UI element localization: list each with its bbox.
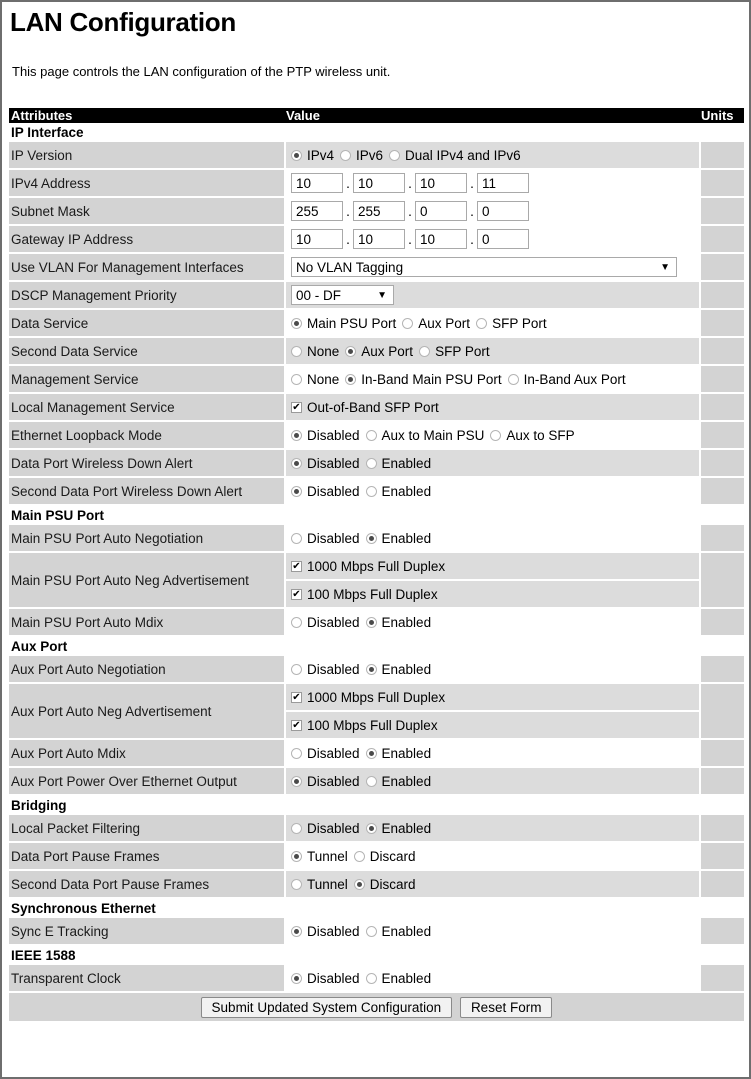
label-second-data-pause: Second Data Port Pause Frames [9,871,284,899]
label-mgmt-service: Management Service [9,366,284,394]
label-sync-e: Sync E Tracking [9,918,284,946]
row-aux-auto-neg-adv [9,684,744,740]
radio-discard[interactable]: Discard [354,849,416,864]
row-transparent-clock [9,965,744,993]
label-transparent-clock: Transparent Clock [9,965,284,993]
row-aux-auto-mdix [9,740,744,768]
header-attributes: Attributes [9,108,284,123]
radio-none[interactable]: None [291,372,339,387]
label-gateway: Gateway IP Address [9,226,284,254]
label-main-auto-mdix: Main PSU Port Auto Mdix [9,609,284,637]
gateway-octet-2[interactable]: 10 [353,229,405,249]
check-icon: ✔ [292,719,301,731]
subnet-octet-3[interactable]: 0 [415,201,467,221]
row-data-service [9,310,744,338]
radio-enabled[interactable]: Enabled [366,971,432,986]
gateway-octet-3[interactable]: 10 [415,229,467,249]
radio-enabled[interactable]: Enabled [366,531,432,546]
label-loopback: Ethernet Loopback Mode [9,422,284,450]
label-local-mgmt-service: Local Management Service [9,394,284,422]
radio-inband-aux[interactable]: In-Band Aux Port [508,372,626,387]
label-data-port-alert: Data Port Wireless Down Alert [9,450,284,478]
radio-aux-to-sfp[interactable]: Aux to SFP [490,428,574,443]
radio-discard[interactable]: Discard [354,877,416,892]
label-second-data-port-alert: Second Data Port Wireless Down Alert [9,478,284,506]
radio-disabled[interactable]: Disabled [291,924,360,939]
section-ip-interface: IP Interface [9,123,744,142]
label-ipv4-address: IPv4 Address [9,170,284,198]
radio-inband-main-psu[interactable]: In-Band Main PSU Port [345,372,501,387]
row-vlan-mgmt [9,254,744,282]
checkbox-100-full[interactable]: ✔ 100 Mbps Full Duplex [292,586,438,602]
label-data-service: Data Service [9,310,284,338]
radio-dual-stack[interactable]: Dual IPv4 and IPv6 [389,148,521,163]
section-sync-ethernet: Synchronous Ethernet [9,899,744,918]
section-aux-port: Aux Port [9,637,744,656]
label-local-packet-filtering: Local Packet Filtering [9,815,284,843]
label-aux-auto-neg-adv: Aux Port Auto Neg Advertisement [9,684,284,740]
row-main-auto-neg [9,525,744,553]
gateway-octet-1[interactable]: 10 [291,229,343,249]
page-intro: This page controls the LAN configuration of the PTP wireless unit. [12,64,391,79]
radio-enabled[interactable]: Enabled [366,484,432,499]
subnet-octet-1[interactable]: 255 [291,201,343,221]
radio-enabled[interactable]: Enabled [366,456,432,471]
label-main-auto-neg-adv: Main PSU Port Auto Neg Advertisement [9,553,284,609]
radio-ipv6[interactable]: IPv6 [340,148,383,163]
checkbox-1000-full[interactable]: ✔ 1000 Mbps Full Duplex [292,558,446,574]
check-icon: ✔ [292,588,301,600]
row-second-data-port-alert [9,478,744,506]
row-second-data-pause [9,871,744,899]
radio-tunnel[interactable]: Tunnel [291,849,348,864]
ipv4-octet-3[interactable]: 10 [415,173,467,193]
ipv4-octet-2[interactable]: 10 [353,173,405,193]
checkbox-oob-sfp[interactable]: ✔ Out-of-Band SFP Port [292,399,439,415]
header-value: Value [284,108,699,123]
radio-disabled[interactable]: Disabled [291,746,360,761]
label-aux-poe: Aux Port Power Over Ethernet Output [9,768,284,796]
radio-disabled[interactable]: Disabled [291,428,360,443]
ipv4-octet-4[interactable]: 11 [477,173,529,193]
check-icon: ✔ [292,560,301,572]
row-data-pause [9,843,744,871]
row-main-auto-mdix [9,609,744,637]
radio-disabled[interactable]: Disabled [291,662,360,677]
row-sync-e [9,918,744,946]
header-units: Units [699,108,744,123]
check-icon: ✔ [292,401,301,413]
ipv4-octet-1[interactable]: 10 [291,173,343,193]
radio-enabled[interactable]: Enabled [366,924,432,939]
radio-aux-port[interactable]: Aux Port [402,316,470,331]
radio-ipv4[interactable]: IPv4 [291,148,334,163]
subnet-octet-2[interactable]: 255 [353,201,405,221]
radio-none[interactable]: None [291,344,339,359]
radio-tunnel[interactable]: Tunnel [291,877,348,892]
row-ip-version [9,142,744,170]
row-aux-poe [9,768,744,796]
row-gateway: Gateway IP Address 10 . 10 . 10 . 0 [9,226,744,254]
label-vlan-mgmt: Use VLAN For Management Interfaces [9,254,284,282]
radio-sfp-port[interactable]: SFP Port [419,344,490,359]
gateway-octet-4[interactable]: 0 [477,229,529,249]
radio-disabled[interactable]: Disabled [291,615,360,630]
table-header [9,108,744,123]
row-main-auto-neg-adv [9,553,744,609]
vlan-select[interactable]: No VLAN Tagging ▼ [291,257,677,277]
radio-disabled[interactable]: Disabled [291,531,360,546]
section-bridging: Bridging [9,796,744,815]
radio-disabled[interactable]: Disabled [291,774,360,789]
radio-main-psu-port[interactable]: Main PSU Port [291,316,396,331]
submit-button[interactable]: Submit Updated System Configuration [201,997,453,1018]
label-data-pause: Data Port Pause Frames [9,843,284,871]
radio-disabled[interactable]: Disabled [291,821,360,836]
label-second-data-service: Second Data Service [9,338,284,366]
row-local-mgmt-service [9,394,744,422]
radio-enabled[interactable]: Enabled [366,821,432,836]
label-aux-auto-mdix: Aux Port Auto Mdix [9,740,284,768]
row-aux-auto-neg [9,656,744,684]
radio-aux-port[interactable]: Aux Port [345,344,413,359]
row-second-data-service [9,338,744,366]
page-title: LAN Configuration [10,7,236,37]
reset-button[interactable]: Reset Form [460,997,553,1018]
section-ieee1588: IEEE 1588 [9,946,744,965]
checkbox-1000-full[interactable]: ✔ 1000 Mbps Full Duplex [292,689,446,705]
row-dscp [9,282,744,310]
radio-sfp-port[interactable]: SFP Port [476,316,547,331]
label-ip-version: IP Version [9,142,284,170]
radio-disabled[interactable]: Disabled [291,456,360,471]
radio-enabled[interactable]: Enabled [366,774,432,789]
row-loopback [9,422,744,450]
check-icon: ✔ [292,691,301,703]
row-local-packet-filtering [9,815,744,843]
row-mgmt-service [9,366,744,394]
config-table [9,108,744,1021]
radio-enabled[interactable]: Enabled [366,662,432,677]
section-main-psu-port: Main PSU Port [9,506,744,525]
button-row [9,993,744,1021]
label-subnet-mask: Subnet Mask [9,198,284,226]
dscp-select[interactable]: 00 - DF ▼ [291,285,394,305]
dropdown-arrow-icon: ▼ [377,289,387,301]
row-ipv4-address: IPv4 Address 10 . 10 . 10 . 11 [9,170,744,198]
label-dscp: DSCP Management Priority [9,282,284,310]
radio-disabled[interactable]: Disabled [291,971,360,986]
dropdown-arrow-icon: ▼ [660,261,670,273]
radio-enabled[interactable]: Enabled [366,746,432,761]
radio-disabled[interactable]: Disabled [291,484,360,499]
label-aux-auto-neg: Aux Port Auto Negotiation [9,656,284,684]
row-data-port-alert [9,450,744,478]
row-subnet-mask: Subnet Mask 255 . 255 . 0 . 0 [9,198,744,226]
radio-enabled[interactable]: Enabled [366,615,432,630]
checkbox-100-full[interactable]: ✔ 100 Mbps Full Duplex [292,717,438,733]
radio-aux-to-main[interactable]: Aux to Main PSU [366,428,485,443]
label-main-auto-neg: Main PSU Port Auto Negotiation [9,525,284,553]
subnet-octet-4[interactable]: 0 [477,201,529,221]
